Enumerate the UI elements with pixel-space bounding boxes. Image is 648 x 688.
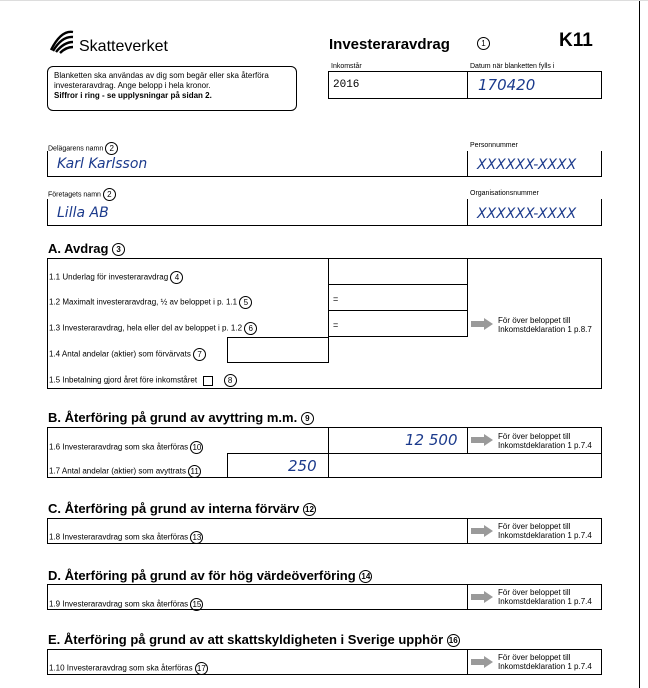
field-1-2-prefix: = <box>333 294 339 304</box>
transfer-arrow-icon <box>471 434 493 446</box>
row-1-1-note: 4 <box>170 271 183 284</box>
orgnr-label: Organisationsnummer <box>470 190 539 197</box>
logo-text: Skatteverket <box>79 38 168 55</box>
row-1-5-note: 8 <box>224 374 237 387</box>
row-1-3-label: 1.3 Investeraravdrag, hela eller del av beloppet i p. 1.2 6 <box>49 322 257 335</box>
section-e-transfer-note: För över beloppet till Inkomstdeklaration 1 p.7.4 <box>498 653 592 671</box>
field-1-10-right <box>467 649 468 675</box>
row-1-6-label: 1.6 Investeraravdrag som ska återföras 10 <box>49 441 203 454</box>
header-fields-box <box>328 71 602 99</box>
page-top-edge <box>0 0 648 1</box>
section-a-title: A. Avdrag 3 <box>48 241 125 256</box>
form-title-note: 1 <box>477 35 490 53</box>
info-box <box>47 66 297 111</box>
row-1-2-label: 1.2 Maximalt investeraravdrag, ½ av beloppet i p. 1.1 5 <box>49 296 252 309</box>
row-1-3-note: 6 <box>244 322 257 335</box>
row-1-8-note: 13 <box>190 531 203 544</box>
row-1-9-note: 15 <box>190 598 203 611</box>
page-right-edge <box>639 0 640 688</box>
row-1-1-label: 1.1 Underlag för investeraravdrag 4 <box>49 271 183 284</box>
transfer-arrow-icon <box>471 656 493 668</box>
form-code: K11 <box>559 30 593 51</box>
section-e-title: E. Återföring på grund av att skattskyldigheten i Sverige upphör 16 <box>48 632 460 647</box>
field-1-6[interactable]: 12 500 <box>405 431 458 449</box>
delagare-note: 2 <box>105 142 118 155</box>
field-1-7[interactable]: 250 <box>288 457 317 475</box>
skatteverket-logo-icon <box>47 28 77 54</box>
field-1-3[interactable] <box>328 310 468 337</box>
field-1-9-right <box>467 584 468 610</box>
section-b-title: B. Återföring på grund av avyttring m.m. 9 <box>48 410 314 425</box>
field-1-7-right <box>328 453 329 478</box>
foretag-field[interactable]: Lilla AB <box>57 205 109 221</box>
row-1-5-label: 1.5 Inbetalning gjord året före inkomståret 8 <box>49 374 237 387</box>
delagare-row-divider <box>467 151 468 177</box>
field-1-7-left <box>227 453 228 478</box>
section-b-transfer-note: För över beloppet till Inkomstdeklaration 1 p.7.4 <box>498 432 592 450</box>
row-1-6-note: 10 <box>190 441 203 454</box>
field-1-1[interactable] <box>328 258 468 285</box>
row-1-10-note: 17 <box>195 662 208 675</box>
field-1-4[interactable] <box>227 337 329 363</box>
section-b-note: 9 <box>301 412 314 425</box>
row-1-7-note: 11 <box>188 465 201 478</box>
row-1-4-label: 1.4 Antal andelar (aktier) som förvärvats 7 <box>49 348 206 361</box>
delagare-label: Delägarens namn 2 <box>48 142 118 155</box>
foretag-row-divider <box>467 199 468 226</box>
section-c-title: C. Återföring på grund av interna förvärv 12 <box>48 501 316 516</box>
field-1-8-right <box>467 518 468 544</box>
row-1-10-label: 1.10 Investeraravdrag som ska återföras 17 <box>49 662 208 675</box>
field-1-6-right <box>467 427 468 453</box>
row-1-2-note: 5 <box>239 296 252 309</box>
orgnr-field[interactable]: XXXXXX-XXXX <box>477 206 577 222</box>
inkomstar-field[interactable]: 2016 <box>333 79 360 91</box>
info-text-bold: Siffror i ring - se upplysningar på sidan 2. <box>54 91 212 100</box>
row-1-9-label: 1.9 Investeraravdrag som ska återföras 15 <box>49 598 203 611</box>
transfer-arrow-icon <box>471 525 493 537</box>
delagare-field[interactable]: Karl Karlsson <box>57 156 148 172</box>
field-1-2[interactable] <box>328 284 468 311</box>
section-c-transfer-note: För över beloppet till Inkomstdeklaration 1 p.7.4 <box>498 522 592 540</box>
field-1-10[interactable] <box>328 649 467 675</box>
row-1-7-label: 1.7 Antal andelar (aktier) som avyttrats 11 <box>49 465 201 478</box>
skatteverket-logo <box>47 28 77 59</box>
foretag-note: 2 <box>103 188 116 201</box>
personnummer-field[interactable]: XXXXXX-XXXX <box>477 157 577 173</box>
transfer-arrow-icon <box>471 318 493 330</box>
row-1-4-note: 7 <box>193 348 206 361</box>
section-a-transfer-note: För över beloppet till Inkomstdeklaration 1 p.8.7 <box>498 316 592 334</box>
field-1-3-prefix: = <box>333 320 339 330</box>
datum-field[interactable]: 170420 <box>478 76 536 94</box>
info-text: Blanketten ska användas av dig som begär eller ska återföra investeraravdrag. Ange belopp i hela kronor. <box>54 71 269 90</box>
section-b-row-divider <box>227 453 602 454</box>
section-a-note: 3 <box>112 243 125 256</box>
section-c-note: 12 <box>303 503 316 516</box>
header-fields-divider <box>467 71 468 99</box>
inkomstar-label: Inkomstår <box>331 63 362 70</box>
form-title: Investeraravdrag <box>329 36 450 53</box>
transfer-arrow-icon <box>471 591 493 603</box>
row-1-8-label: 1.8 Investeraravdrag som ska återföras 13 <box>49 531 203 544</box>
section-e-note: 16 <box>447 634 460 647</box>
section-d-title: D. Återföring på grund av för hög värdeöverföring 14 <box>48 568 372 583</box>
field-1-6-left <box>328 427 329 453</box>
section-d-note: 14 <box>359 570 372 583</box>
foretag-label: Företagets namn 2 <box>48 188 116 201</box>
row-1-5-checkbox[interactable] <box>203 376 213 386</box>
field-1-9[interactable] <box>328 584 467 610</box>
datum-label: Datum när blanketten fylls i <box>470 63 555 70</box>
field-1-8[interactable] <box>328 518 467 544</box>
personnummer-label: Personnummer <box>470 142 518 149</box>
section-d-transfer-note: För över beloppet till Inkomstdeklaration 1 p.7.4 <box>498 588 592 606</box>
